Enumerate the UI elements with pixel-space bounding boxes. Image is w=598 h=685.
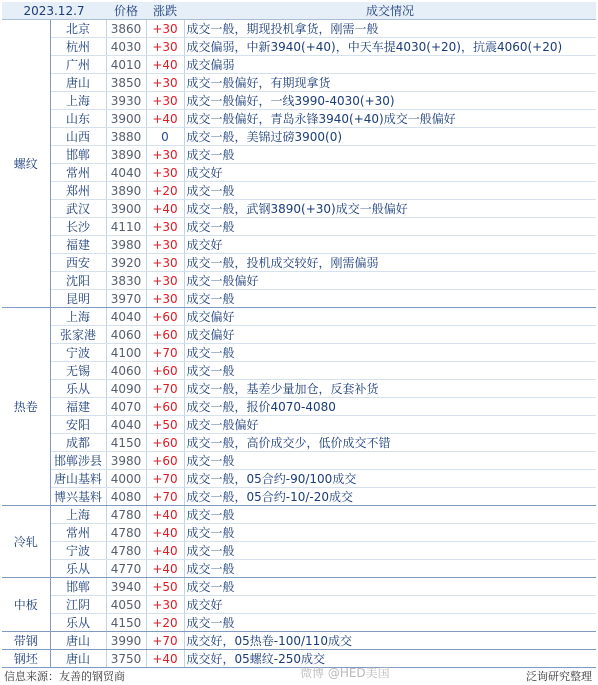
source-note: 信息来源：友善的钢贸商 xyxy=(4,670,125,683)
price-cell: 3830 xyxy=(106,272,146,290)
price-cell: 4040 xyxy=(106,308,146,326)
note-cell: 成交偏好 xyxy=(184,308,596,326)
note-cell: 成交一般 xyxy=(184,344,596,362)
price-cell: 4040 xyxy=(106,416,146,434)
city-cell: 福建 xyxy=(50,398,106,416)
city-cell: 乐从 xyxy=(50,614,106,632)
table-row xyxy=(2,632,596,650)
table-row xyxy=(2,524,596,542)
watermark: 微博 @HED美国 xyxy=(300,666,390,680)
table-row xyxy=(2,164,596,182)
price-cell: 3900 xyxy=(106,110,146,128)
category-label: 热卷 xyxy=(2,308,50,506)
note-cell: 成交一般 xyxy=(184,146,596,164)
city-cell: 成都 xyxy=(50,434,106,452)
change-cell: +40 xyxy=(146,56,184,74)
note-cell: 成交偏弱，中新3940(+40)，中天车提4030(+20)，抗震4060(+20) xyxy=(184,38,596,56)
city-cell: 唐山 xyxy=(50,74,106,92)
price-cell: 4000 xyxy=(106,470,146,488)
city-cell: 唐山基料 xyxy=(50,470,106,488)
table-row xyxy=(2,560,596,578)
table-body xyxy=(2,20,596,668)
note-cell: 成交一般 xyxy=(184,614,596,632)
header-row xyxy=(2,2,596,20)
city-cell: 博兴基料 xyxy=(50,488,106,506)
table-row xyxy=(2,272,596,290)
city-cell: 西安 xyxy=(50,254,106,272)
table-row xyxy=(2,146,596,164)
price-cell: 4060 xyxy=(106,326,146,344)
price-cell: 3860 xyxy=(106,20,146,38)
note-cell: 成交一般 xyxy=(184,218,596,236)
change-cell: +40 xyxy=(146,542,184,560)
table-row xyxy=(2,326,596,344)
table-row xyxy=(2,614,596,632)
change-cell: +60 xyxy=(146,362,184,380)
footer xyxy=(4,668,594,684)
note-cell: 成交一般 xyxy=(184,560,596,578)
note-cell: 成交一般 xyxy=(184,506,596,524)
note-cell: 成交一般，投机成交较好，刚需偏弱 xyxy=(184,254,596,272)
price-cell: 3880 xyxy=(106,128,146,146)
note-cell: 成交好，05螺纹-250成交 xyxy=(184,650,596,668)
city-cell: 杭州 xyxy=(50,38,106,56)
city-cell: 上海 xyxy=(50,506,106,524)
note-cell: 成交一般 xyxy=(184,452,596,470)
note-cell: 成交一般 xyxy=(184,182,596,200)
change-cell: +40 xyxy=(146,650,184,668)
change-cell: +60 xyxy=(146,308,184,326)
city-cell: 宁波 xyxy=(50,344,106,362)
category-label: 冷轧 xyxy=(2,506,50,578)
city-cell: 北京 xyxy=(50,20,106,38)
note-cell: 成交一般 xyxy=(184,542,596,560)
table-row xyxy=(2,452,596,470)
note-cell: 成交一般偏好 xyxy=(184,416,596,434)
table-row xyxy=(2,650,596,668)
table-row xyxy=(2,542,596,560)
city-cell: 邯郸 xyxy=(50,578,106,596)
note-cell: 成交好，05热卷-100/110成交 xyxy=(184,632,596,650)
city-cell: 昆明 xyxy=(50,290,106,308)
header-price: 价格 xyxy=(106,2,146,20)
change-cell: +60 xyxy=(146,452,184,470)
change-cell: +30 xyxy=(146,20,184,38)
price-cell: 3850 xyxy=(106,74,146,92)
change-cell: +20 xyxy=(146,182,184,200)
table-row xyxy=(2,344,596,362)
category-label: 中板 xyxy=(2,578,50,632)
table-row xyxy=(2,56,596,74)
price-cell: 3920 xyxy=(106,254,146,272)
city-cell: 武汉 xyxy=(50,200,106,218)
note-cell: 成交偏好 xyxy=(184,326,596,344)
change-cell: +70 xyxy=(146,344,184,362)
note-cell: 成交一般，基差少量加仓，反套补货 xyxy=(184,380,596,398)
price-cell: 4110 xyxy=(106,218,146,236)
city-cell: 邯郸涉县 xyxy=(50,452,106,470)
price-cell: 3900 xyxy=(106,200,146,218)
table-row xyxy=(2,506,596,524)
note-cell: 成交一般偏好，一线3990-4030(+30) xyxy=(184,92,596,110)
note-cell: 成交好 xyxy=(184,236,596,254)
city-cell: 常州 xyxy=(50,524,106,542)
table-row xyxy=(2,128,596,146)
price-cell: 3890 xyxy=(106,146,146,164)
table-row xyxy=(2,290,596,308)
price-cell: 4780 xyxy=(106,524,146,542)
steel-price-table xyxy=(2,2,596,668)
change-cell: +30 xyxy=(146,236,184,254)
price-cell: 3980 xyxy=(106,236,146,254)
note-cell: 成交一般偏好，青岛永锋3940(+40)成交一般偏好 xyxy=(184,110,596,128)
city-cell: 沈阳 xyxy=(50,272,106,290)
price-cell: 3990 xyxy=(106,632,146,650)
table-row xyxy=(2,578,596,596)
change-cell: +40 xyxy=(146,524,184,542)
note-cell: 成交一般偏好 xyxy=(184,272,596,290)
price-cell: 3750 xyxy=(106,650,146,668)
city-cell: 乐从 xyxy=(50,380,106,398)
price-cell: 4060 xyxy=(106,362,146,380)
change-cell: +30 xyxy=(146,254,184,272)
table-row xyxy=(2,236,596,254)
change-cell: +70 xyxy=(146,632,184,650)
table-row xyxy=(2,218,596,236)
change-cell: +30 xyxy=(146,272,184,290)
table-row xyxy=(2,596,596,614)
note-cell: 成交一般，期现投机拿货，刚需一般 xyxy=(184,20,596,38)
change-cell: +70 xyxy=(146,380,184,398)
city-cell: 乐从 xyxy=(50,560,106,578)
table-row xyxy=(2,398,596,416)
note-cell: 成交一般，05合约-90/100成交 xyxy=(184,470,596,488)
price-cell: 3980 xyxy=(106,452,146,470)
price-cell: 4770 xyxy=(106,560,146,578)
price-cell: 4070 xyxy=(106,398,146,416)
city-cell: 上海 xyxy=(50,308,106,326)
change-cell: +30 xyxy=(146,596,184,614)
change-cell: +30 xyxy=(146,74,184,92)
change-cell: +20 xyxy=(146,614,184,632)
price-cell: 4080 xyxy=(106,488,146,506)
price-cell: 4150 xyxy=(106,434,146,452)
price-cell: 4030 xyxy=(106,38,146,56)
note-cell: 成交一般，美锦过磅3900(0) xyxy=(184,128,596,146)
note-cell: 成交一般，报价4070-4080 xyxy=(184,398,596,416)
note-cell: 成交一般偏好，有期现拿货 xyxy=(184,74,596,92)
city-cell: 安阳 xyxy=(50,416,106,434)
city-cell: 宁波 xyxy=(50,542,106,560)
change-cell: +70 xyxy=(146,488,184,506)
price-cell: 3940 xyxy=(106,578,146,596)
change-cell: +30 xyxy=(146,290,184,308)
table-row xyxy=(2,254,596,272)
change-cell: +30 xyxy=(146,38,184,56)
city-cell: 唐山 xyxy=(50,650,106,668)
price-cell: 4010 xyxy=(106,56,146,74)
change-cell: +60 xyxy=(146,398,184,416)
note-cell: 成交一般 xyxy=(184,362,596,380)
table-row xyxy=(2,434,596,452)
table-row xyxy=(2,416,596,434)
price-cell: 4040 xyxy=(106,164,146,182)
city-cell: 上海 xyxy=(50,92,106,110)
city-cell: 长沙 xyxy=(50,218,106,236)
change-cell: +30 xyxy=(146,92,184,110)
note-cell: 成交好 xyxy=(184,164,596,182)
note-cell: 成交好 xyxy=(184,596,596,614)
table-row xyxy=(2,74,596,92)
city-cell: 福建 xyxy=(50,236,106,254)
price-cell: 3970 xyxy=(106,290,146,308)
change-cell: 0 xyxy=(146,128,184,146)
price-cell: 4150 xyxy=(106,614,146,632)
city-cell: 广州 xyxy=(50,56,106,74)
change-cell: +60 xyxy=(146,326,184,344)
city-cell: 邯郸 xyxy=(50,146,106,164)
change-cell: +30 xyxy=(146,164,184,182)
change-cell: +40 xyxy=(146,506,184,524)
category-label: 带钢 xyxy=(2,632,50,650)
change-cell: +50 xyxy=(146,578,184,596)
change-cell: +40 xyxy=(146,560,184,578)
header-note: 成交情况 xyxy=(184,2,596,20)
note-cell: 成交一般，高价成交少，低价成交不错 xyxy=(184,434,596,452)
city-cell: 常州 xyxy=(50,164,106,182)
change-cell: +40 xyxy=(146,110,184,128)
city-cell: 江阴 xyxy=(50,596,106,614)
note-cell: 成交一般，05合约-10/-20成交 xyxy=(184,488,596,506)
note-cell: 成交偏弱 xyxy=(184,56,596,74)
table-row xyxy=(2,380,596,398)
city-cell: 无锡 xyxy=(50,362,106,380)
table-row xyxy=(2,38,596,56)
table-row xyxy=(2,488,596,506)
price-cell: 3930 xyxy=(106,92,146,110)
table-row xyxy=(2,470,596,488)
change-cell: +40 xyxy=(146,200,184,218)
price-cell: 4100 xyxy=(106,344,146,362)
change-cell: +30 xyxy=(146,146,184,164)
price-cell: 4780 xyxy=(106,506,146,524)
table-row xyxy=(2,20,596,38)
price-cell: 4780 xyxy=(106,542,146,560)
category-label: 螺纹 xyxy=(2,20,50,308)
table-row xyxy=(2,110,596,128)
table-row xyxy=(2,362,596,380)
note-cell: 成交一般 xyxy=(184,578,596,596)
credit-note: 泛询研究整理 xyxy=(526,670,592,683)
city-cell: 山东 xyxy=(50,110,106,128)
table-row xyxy=(2,200,596,218)
price-cell: 4090 xyxy=(106,380,146,398)
city-cell: 张家港 xyxy=(50,326,106,344)
table-row xyxy=(2,182,596,200)
note-cell: 成交一般 xyxy=(184,524,596,542)
city-cell: 唐山 xyxy=(50,632,106,650)
price-cell: 3890 xyxy=(106,182,146,200)
change-cell: +50 xyxy=(146,416,184,434)
header-change: 涨跌 xyxy=(146,2,184,20)
header-date: 2023.12.7 xyxy=(2,2,106,20)
price-cell: 4050 xyxy=(106,596,146,614)
category-label: 钢坯 xyxy=(2,650,50,668)
note-cell: 成交一般 xyxy=(184,290,596,308)
city-cell: 山西 xyxy=(50,128,106,146)
city-cell: 郑州 xyxy=(50,182,106,200)
change-cell: +30 xyxy=(146,218,184,236)
table-row xyxy=(2,308,596,326)
change-cell: +70 xyxy=(146,470,184,488)
change-cell: +60 xyxy=(146,434,184,452)
table-row xyxy=(2,92,596,110)
note-cell: 成交一般，武钢3890(+30)成交一般偏好 xyxy=(184,200,596,218)
